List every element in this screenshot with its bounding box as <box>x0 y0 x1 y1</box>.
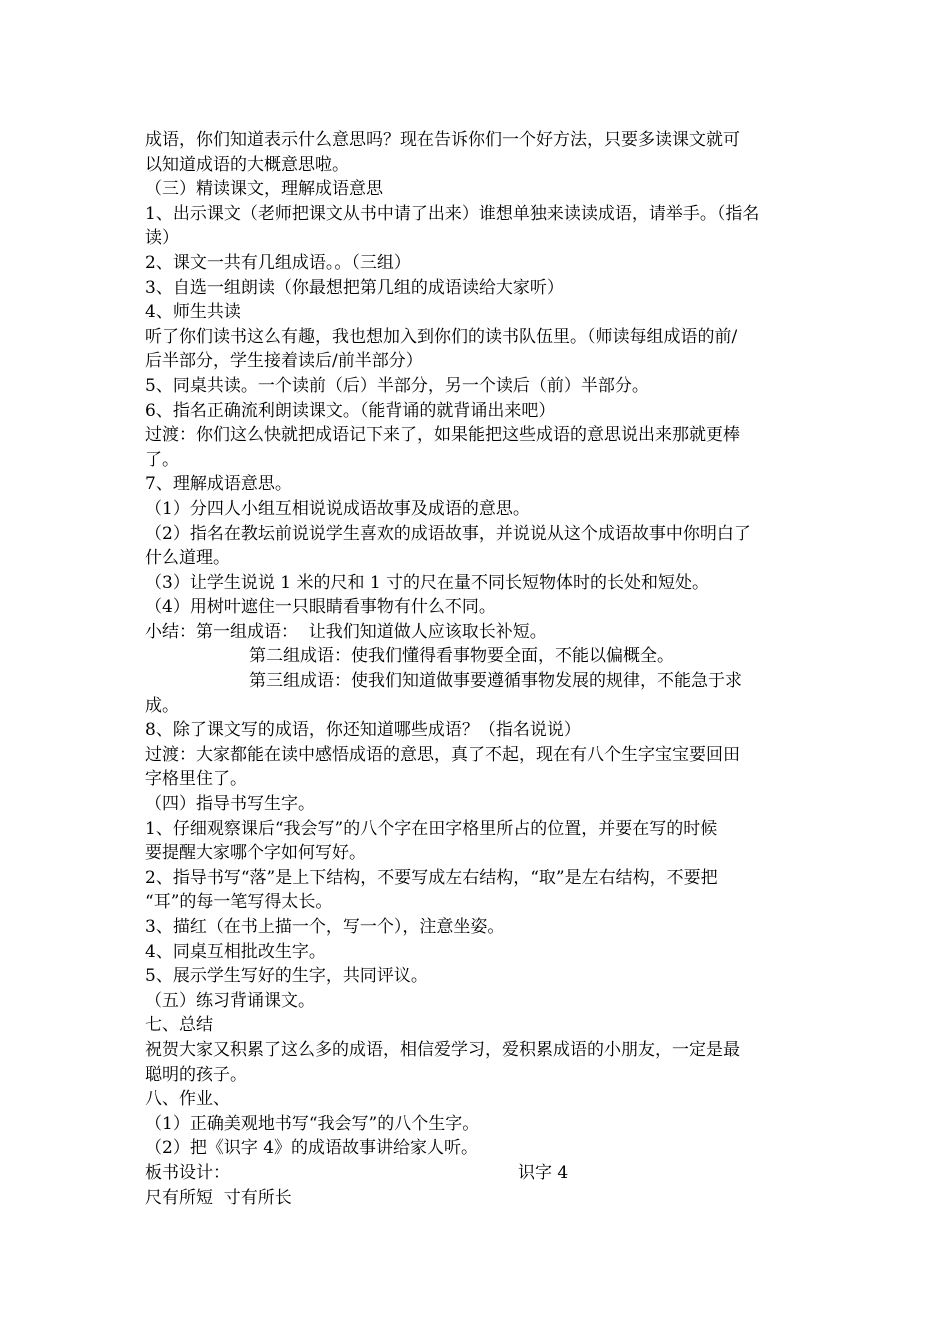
text-line: 8、除了课文写的成语，你还知道哪些成语？（指名说说） <box>145 720 581 741</box>
text-line: 1、仔细观察课后“我会写”的八个字在田字格里所占的位置，并要在写的时候 <box>145 818 718 839</box>
board-design-title: 识字 4 <box>518 1162 569 1183</box>
text-line: 读） <box>145 228 179 249</box>
board-design-content: 尺有所短 寸有所长 <box>145 1187 292 1208</box>
text-line: 了。 <box>145 449 179 470</box>
text-line: 5、展示学生写好的生字，共同评议。 <box>145 966 428 987</box>
text-line: 听了你们读书这么有趣，我也想加入到你们的读书队伍里。（师读每组成语的前/ <box>145 326 738 347</box>
text-line: 3、描红（在书上描一个，写一个），注意坐姿。 <box>145 917 505 937</box>
text-line: 3、自选一组朗读（你最想把第几组的成语读给大家听） <box>145 277 564 298</box>
text-line: （1）正确美观地书写“我会写”的八个生字。 <box>145 1113 480 1134</box>
text-line: （4）用树叶遮住一只眼睛看事物有什么不同。 <box>145 597 496 618</box>
section-heading: （三）精读课文，理解成语意思 <box>145 179 383 200</box>
text-line: 过渡：大家都能在读中感悟成语的意思，真了不起，现在有八个生字宝宝要回田 <box>145 744 740 765</box>
text-line: 字格里住了。 <box>145 769 247 790</box>
text-line: （1）分四人小组互相说说成语故事及成语的意思。 <box>145 498 530 519</box>
text-line: 2、指导书写“落”是上下结构，不要写成左右结构，“取”是左右结构，不要把 <box>145 867 718 888</box>
board-design-row <box>145 1161 810 1186</box>
text-line: 聪明的孩子。 <box>145 1064 247 1085</box>
text-line: 2、课文一共有几组成语。。（三组） <box>145 252 411 273</box>
text-line: （2）把《识字 4》的成语故事讲给家人听。 <box>145 1138 479 1159</box>
board-design-label: 板书设计： <box>145 1162 230 1183</box>
text-line: 成语，你们知道表示什么意思吗？现在告诉你们一个好方法，只要多读课文就可 <box>145 130 740 150</box>
text-line: 5、同桌共读。一个读前（后）半部分，另一个读后（前）半部分。 <box>145 375 649 396</box>
section-heading: （五）练习背诵课文。 <box>145 990 315 1011</box>
text-line: （3）让学生说说 1 米的尺和 1 寸的尺在量不同长短物体时的长处和短处。 <box>145 572 710 593</box>
text-line: 6、指名正确流利朗读课文。（能背诵的就背诵出来吧） <box>145 400 556 421</box>
section-heading: 八、作业、 <box>145 1089 230 1110</box>
text-line: 后半部分，学生接着读后/前半部分） <box>145 351 423 372</box>
text-line: 以知道成语的大概意思啦。 <box>145 154 349 175</box>
text-line: 1、出示课文（老师把课文从书中请了出来）谁想单独来读读成语，请举手。（指名 <box>145 203 760 224</box>
text-line: 成。 <box>145 695 179 716</box>
text-line: 4、师生共读 <box>145 302 241 323</box>
summary-line: 小结：第一组成语： 让我们知道做人应该取长补短。 <box>145 621 547 642</box>
text-line: 要提醒大家哪个字如何写好。 <box>145 843 366 864</box>
section-heading: 七、总结 <box>145 1015 213 1036</box>
text-line: 7、理解成语意思。 <box>145 474 292 495</box>
text-line: 什么道理。 <box>145 548 230 569</box>
lesson-plan-text <box>145 128 810 1210</box>
summary-sub-line: 第二组成语：使我们懂得看事物要全面，不能以偏概全。 <box>249 646 674 667</box>
summary-sub-line: 第三组成语：使我们知道做事要遵循事物发展的规律，不能急于求 <box>249 671 742 692</box>
text-line: 4、同桌互相批改生字。 <box>145 941 326 962</box>
text-line: 过渡：你们这么快就把成语记下来了，如果能把这些成语的意思说出来那就更棒 <box>145 425 740 446</box>
text-line: （2）指名在教坛前说说学生喜欢的成语故事，并说说从这个成语故事中你明白了 <box>145 523 751 544</box>
text-line: 祝贺大家又积累了这么多的成语，相信爱学习，爱积累成语的小朋友，一定是最 <box>145 1039 740 1060</box>
text-line: “耳”的每一笔写得太长。 <box>145 892 333 913</box>
section-heading: （四）指导书写生字。 <box>145 794 315 815</box>
